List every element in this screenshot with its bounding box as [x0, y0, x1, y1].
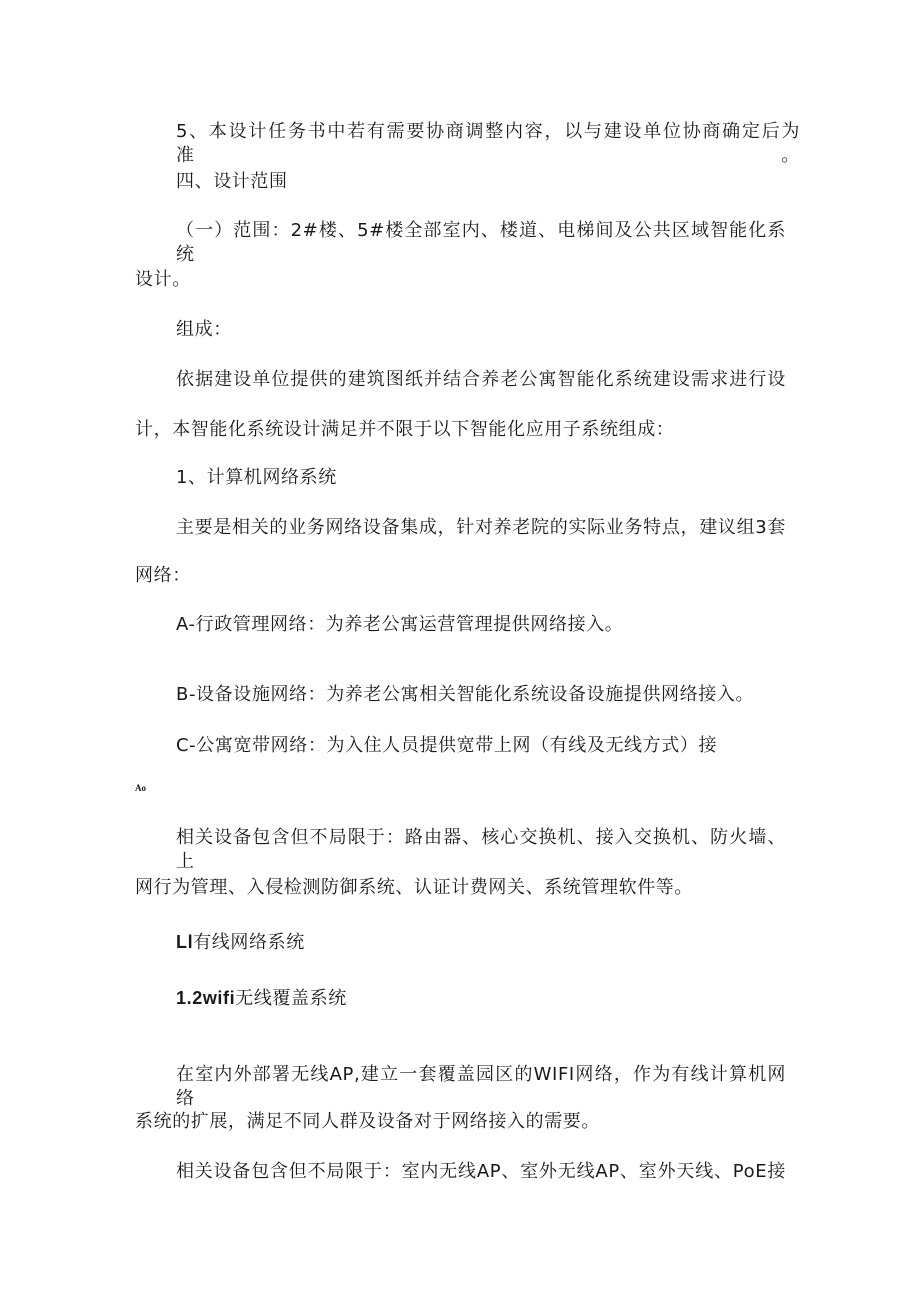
wifi-number: 1.2wifi: [176, 988, 236, 1008]
network-b-item: B-设备设施网络：为养老公寓相关智能化系统设备设施提供网络接入。: [176, 684, 755, 705]
scope-paragraph-line-2: 设计。: [135, 269, 191, 290]
requirement-item-5: 5、本设计任务书中若有需要协商调整内容，以与建设单位协商确定后为准。: [176, 121, 800, 166]
network-a-item: A-行政管理网络：为养老公寓运营管理提供网络接入。: [176, 614, 624, 635]
wifi-heading: [176, 986, 347, 1011]
wifi-desc-line-1: 在室内外部署无线AP,建立一套覆盖园区的WIFI网络，作为有线计算机网络: [176, 1064, 786, 1109]
wifi-equipment-line-1: 相关设备包含但不局限于：室内无线AP、室外无线AP、室外天线、PoE接: [176, 1161, 786, 1182]
scope-paragraph-line-1: （一）范围：2#楼、5#楼全部室内、楼道、电梯间及公共区域智能化系统: [176, 220, 786, 265]
wifi-title: 无线覆盖系统: [235, 988, 347, 1009]
basis-paragraph-line-2: 计，本智能化系统设计满足并不限于以下智能化应用子系统组成：: [135, 419, 675, 440]
wired-network-title: 有线网络系统: [193, 932, 305, 953]
subsystem-1-desc-line-1: 主要是相关的业务网络设备集成，针对养老院的实际业务特点，建议组3套: [176, 517, 786, 538]
network-c-item: C-公寓宽带网络：为入住人员提供宽带上网（有线及无线方式）接: [176, 735, 718, 756]
equipment-paragraph-line-1: 相关设备包含但不局限于：路由器、核心交换机、接入交换机、防火墙、上: [176, 827, 786, 872]
composition-label: 组成：: [176, 319, 232, 340]
wired-network-heading: [176, 930, 305, 955]
section-heading-design-scope: 四、设计范围: [176, 171, 288, 192]
wifi-desc-line-2: 系统的扩展，满足不同人群及设备对于网络接入的需要。: [135, 1111, 600, 1132]
equipment-paragraph-line-2: 网行为管理、入侵检测防御系统、认证计费网关、系统管理软件等。: [135, 877, 693, 898]
basis-paragraph-line-1: 依据建设单位提供的建筑图纸并结合养老公寓智能化系统建设需求进行设: [176, 369, 786, 390]
stray-ocr-mark: Ao: [135, 783, 146, 793]
subsystem-1-heading: 1、计算机网络系统: [176, 467, 337, 488]
wired-network-number: Ll: [176, 932, 194, 952]
subsystem-1-desc-line-2: 网络：: [135, 565, 191, 586]
